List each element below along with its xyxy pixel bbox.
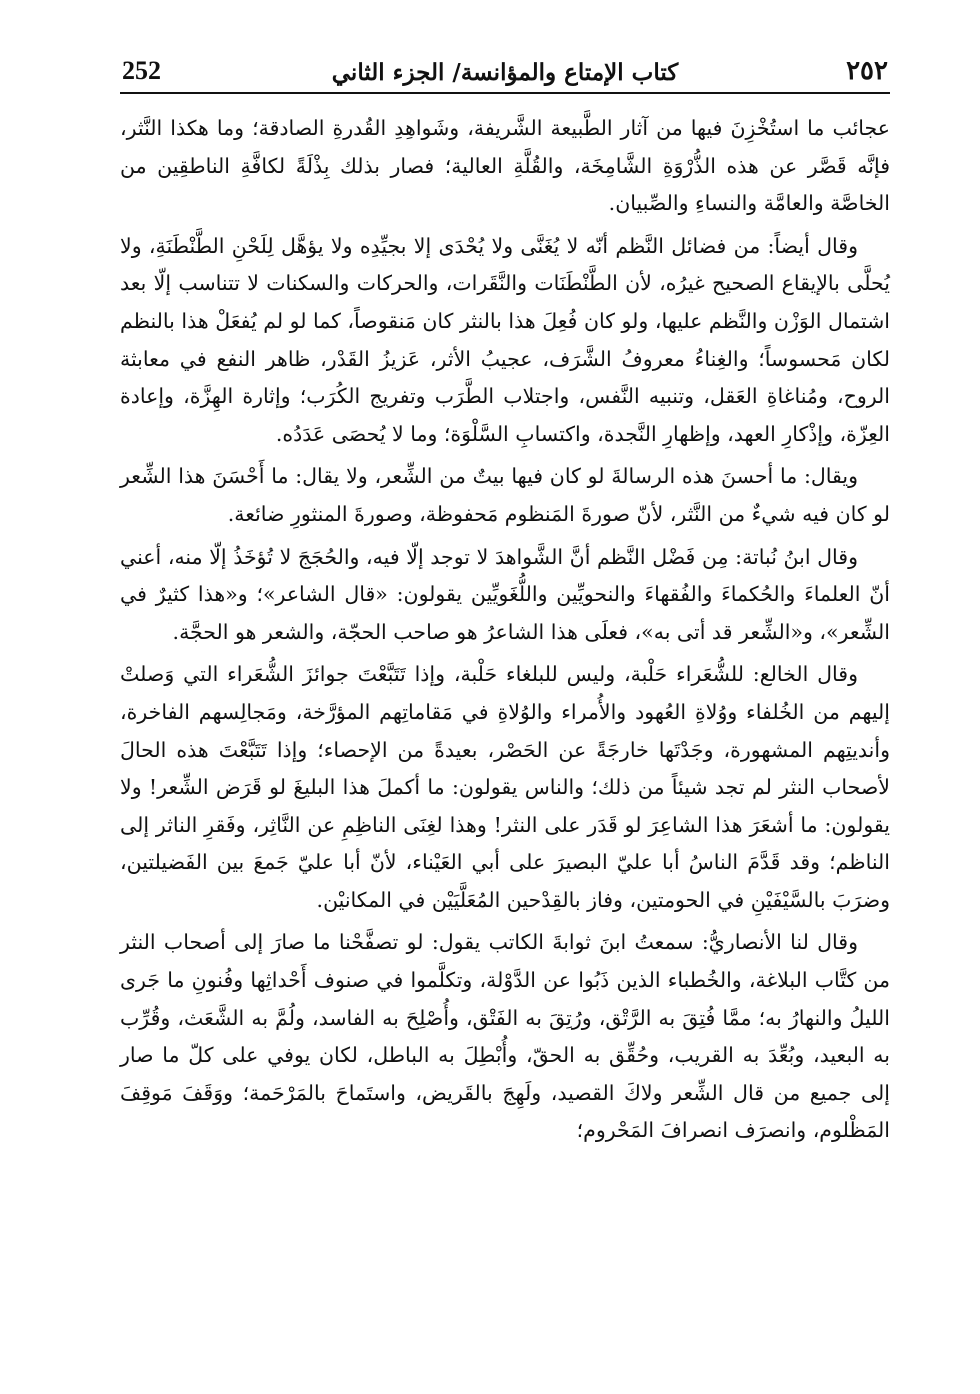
page-number-arabic: ٢٥٢ — [846, 56, 888, 86]
paragraph: وقال أيضاً: من فضائل النَّظم أنّه لا يُغَنَّى ولا يُحْدَى إلا بجيِّدِه ولا يؤهَّل لِلَحْنِ الطَّنْطَنَةِ، ولا يُحلَّى بالإيقاع الصحيح غيرُه، لأن الطَّنْطَنَات والنَّقَرات، والحركات والسكنات لا تتناسب إلّا بعد اشتمال الوَزْن والنَّظم عليها، ولو كان فُعِلَ هذا بالنثر كان مَنقوصاً، كما لو لم يُفعَلْ هذا بالنظم لكان مَحسوساً؛ والغِناءُ معروفُ الشَّرَف، عجيبُ الأثر، عَزيزُ القَدْر، ظاهر النفع في معابثة الروح، ومُناغاةِ العَقل، وتنبيه النَّفس، واجتلاب الطَّرَب وتفريج الكُرَب؛ وإثارة الهِزَّة، وإعادة العِزّة، وإذْكارِ العهد، وإظهارِ النَّجدة، واكتسابِ السَّلْوَة؛ وما لا يُحصَى عَدَدُه. — [120, 233, 890, 446]
running-title: كتاب الإمتاع والمؤانسة/ الجزء الثاني — [331, 59, 679, 86]
paragraph: عجائب ما استُخْزِنَ فيها من آثار الطَّبيعة الشَّريفة، وشَواهِدِ القُدرةِ الصادقة؛ وما هكذا النَّثر، فإنَّه قَصَّر عن هذه الذُّرْوَةِ الشَّامِخَة، والقُلَّةِ العالية؛ فصار بذلك بِذْلَةً لكافَّةِ الناطقِين من الخاصَّة والعامَّة والنساءِ والصِّبيان. — [120, 116, 890, 216]
paragraph: وقال لنا الأنصاريُّ: سمعتُ ابنَ ثوابةَ الكاتب يقول: لو تصفَّحْنا ما صارَ إلى أصحاب النثر من كتَّاب البلاغة، والخُطباء الذين ذَبُوا عن الدَّوْلة، وتكلَّموا في صنوف أَحْداثِها وفُنونِ ما جَرى الليلُ والنهارُ به؛ ممَّا فُتِقَ به الرَّتْق، ورُتِقَ به الفَتْق، وأُصْلِحَ به الفاسد، ولُمَّ به الشَّعَث، وقُرِّب به البعيد، وبُعِّدَ به القريب، وحُقِّق به الحقّ، وأُبْطِلَ به الباطل، لكان يوفي على كلّ ما صار إلى جميع من قال الشِّعر ولاكَ القصيد، ولَهِجَ بالقَريض، واستَماحَ بالمَرْحَمة؛ ووَقَفَ مَوقِفَ المَظْلوم، وانصرَف انصرافَ المَحْروم؛ — [120, 930, 890, 1143]
running-header — [120, 52, 890, 94]
paragraph: ويقال: ما أحسنَ هذه الرسالةَ لو كان فيها بيتٌ من الشِّعر، ولا يقال: ما أَحْسَنَ هذا الشِّعر لو كان فيه شيءٌ من النَّثر، لأنّ صورةَ المَنظوم مَحفوظة، وصورةَ المنثورِ ضائعة. — [120, 464, 890, 526]
main-text — [120, 110, 890, 1155]
page-number-latin: 252 — [122, 56, 161, 85]
paragraph: وقال ابنُ نُباتة: مِن فَضْل النَّظم أنَّ الشَّواهدَ لا توجد إلّا فيه، والحُجَجَ لا تُؤخَذُ إلّا منه، أعني أنّ العلماءَ والحُكماءَ والفُقهاءَ والنحويِّين واللُّغَويِّين يقولون: «قال الشاعر»؛ و«هذا كثيرٌ في الشِّعر»، و«الشِّعر قد أتى به»، فعلَى هذا الشاعرُ هو صاحب الحجّة، والشعر هو الحجَّة. — [120, 544, 890, 644]
paragraph: وقال الخالع: للشُّعَراء حَلْبة، وليس للبلغاء حَلْبة، وإذا تَتَبَّعْتَ جوائزَ الشُّعَراء التي وَصلتْ إليهم من الخُلفاء ووُلاةِ العُهود والأُمراء والوُلاةِ في مَقاماتِهم المؤرَّخة، ومَجالِسهم الفاخرة، وأنديتِهم المشهورة، وجَدْتَها خارجَةً عن الحَصْر، بعيدةً من الإحصاء؛ وإذا تَتَبَّعْتَ هذه الحالَ لأصحاب النثر لم تجد شيئاً من ذلك؛ والناس يقولون: ما أكملَ هذا البليغَ لو قَرَض الشِّعر! ولا يقولون: ما أشعَرَ هذا الشاعِرَ لو قَدَر على النثر! وهذا لغِنَى الناظِمِ عن النَّاثِر، وفَقرِ الناثر إلى الناظم؛ وقد قَدَّمَ الناسُ أبا عليّ البصيرَ على أبي العَيْناء، لأنّ أبا عليّ جَمعَ بين الفَضيلتين، وضرَبَ بالسَّيْفَيْنِ في الحومتين، وفاز بالقِدْحين المُعَلَّيَيْن في المكانيْن. — [120, 662, 890, 912]
